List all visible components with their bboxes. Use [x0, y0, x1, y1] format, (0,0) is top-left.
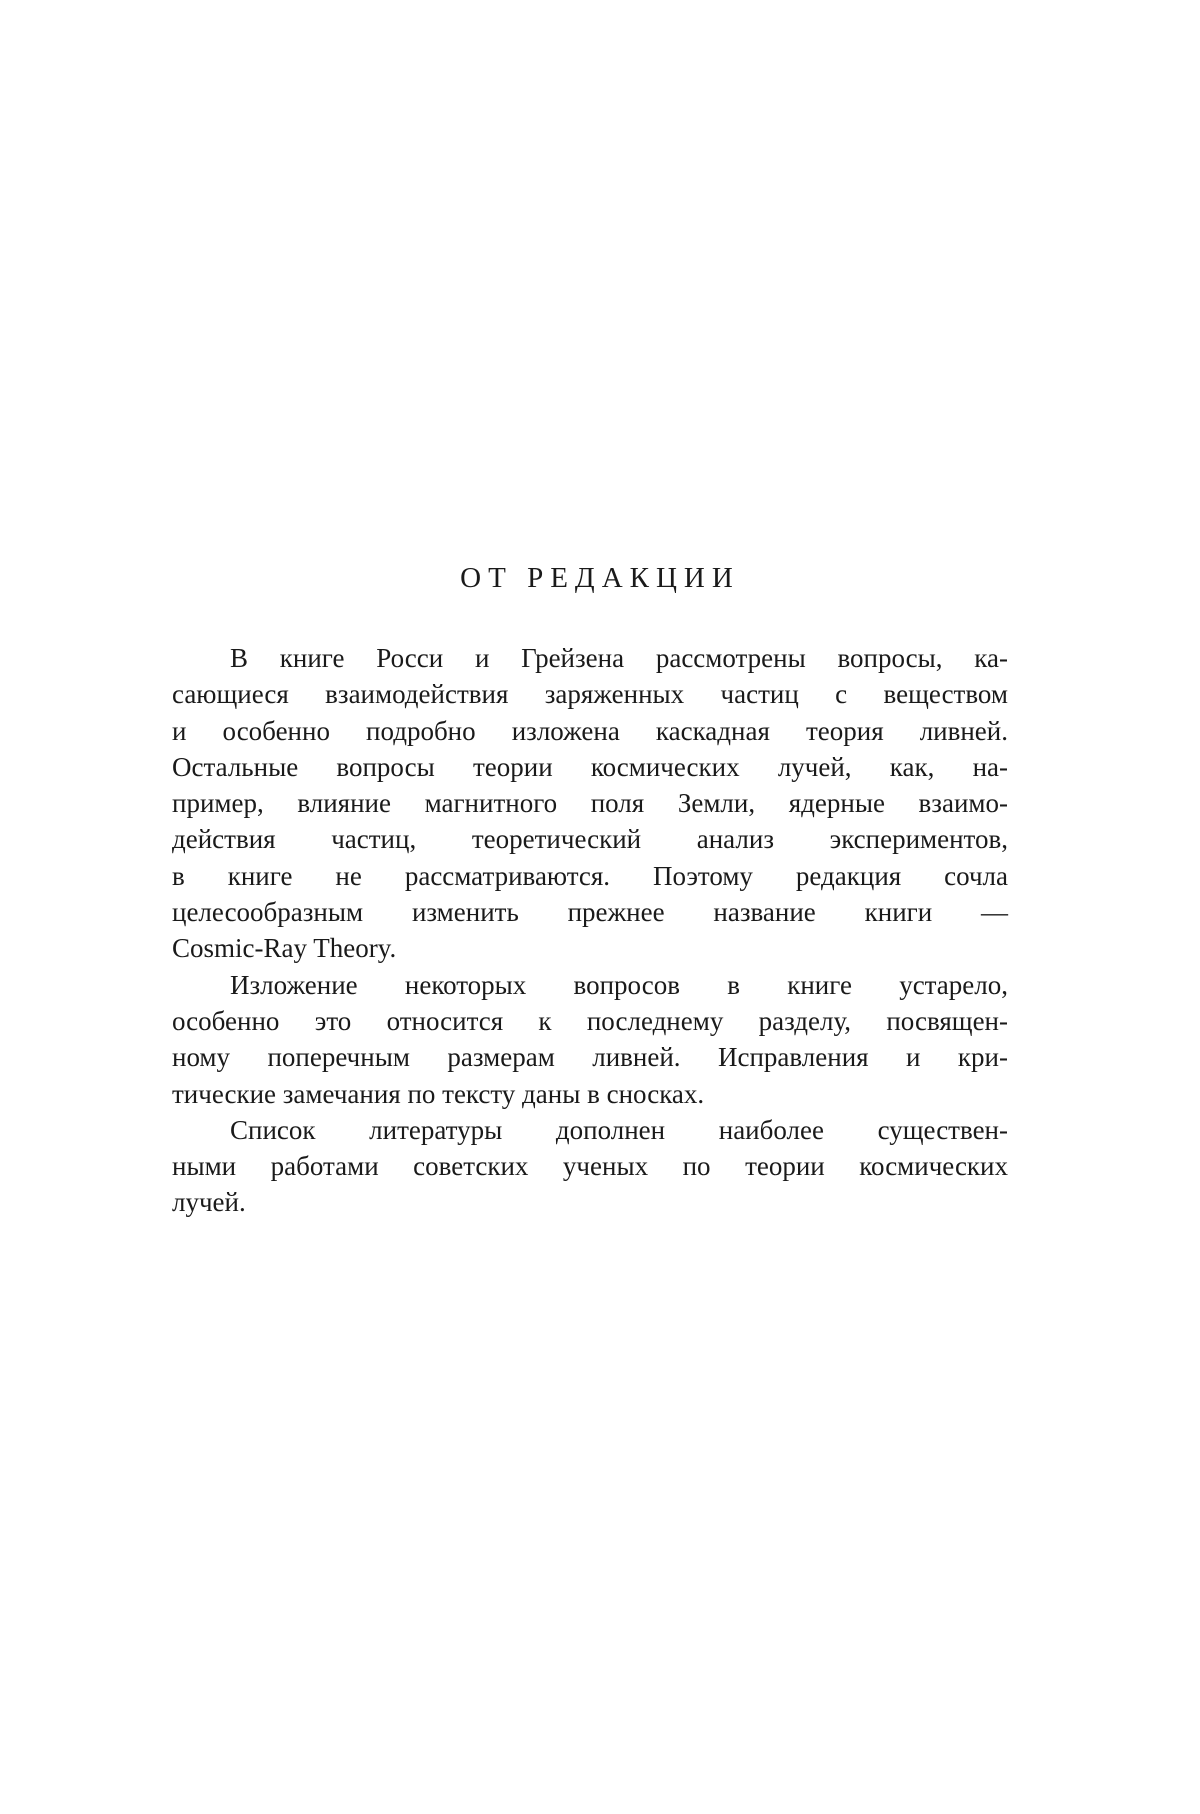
paragraph-3 [172, 1112, 1008, 1221]
section-heading: ОТ РЕДАКЦИИ [460, 562, 740, 594]
text-line: Остальные вопросы теории космических лучей, как, на- [172, 751, 1008, 782]
text-line: Изложение некоторых вопросов в книге устарело, [230, 969, 1008, 1000]
paragraph-2 [172, 967, 1008, 1112]
editorial-note-body [172, 640, 1008, 1221]
text-line: ному поперечным размерам ливней. Исправления и кри- [172, 1042, 1008, 1073]
text-line: особенно это относится к последнему разделу, посвящен- [172, 1005, 1008, 1036]
text-line: ными работами советских ученых по теории космических [172, 1151, 1008, 1182]
text-line: В книге Росси и Грейзена рассмотрены вопросы, ка- [230, 643, 1008, 673]
text-line: и особенно подробно изложена каскадная теория ливней. [172, 715, 1008, 746]
text-line: тические замечания по тексту даны в сносках. [172, 1078, 705, 1109]
text-line: пример, влияние магнитного поля Земли, ядерные взаимо- [172, 788, 1008, 819]
text-line: Cosmic-Ray Theory. [172, 933, 397, 964]
text-line: Список литературы дополнен наиболее существен- [230, 1114, 1008, 1145]
text-line: действия частиц, теоретический анализ экспериментов, [172, 824, 1008, 855]
text-line: сающиеся взаимодействия заряженных частиц с веществом [172, 679, 1008, 710]
text-line: в книге не рассматриваются. Поэтому редакция сочла [172, 860, 1008, 891]
paragraph-1 [172, 640, 1008, 967]
text-line: целесообразным изменить прежнее название книги — [172, 897, 1008, 928]
text-line: лучей. [172, 1187, 246, 1218]
